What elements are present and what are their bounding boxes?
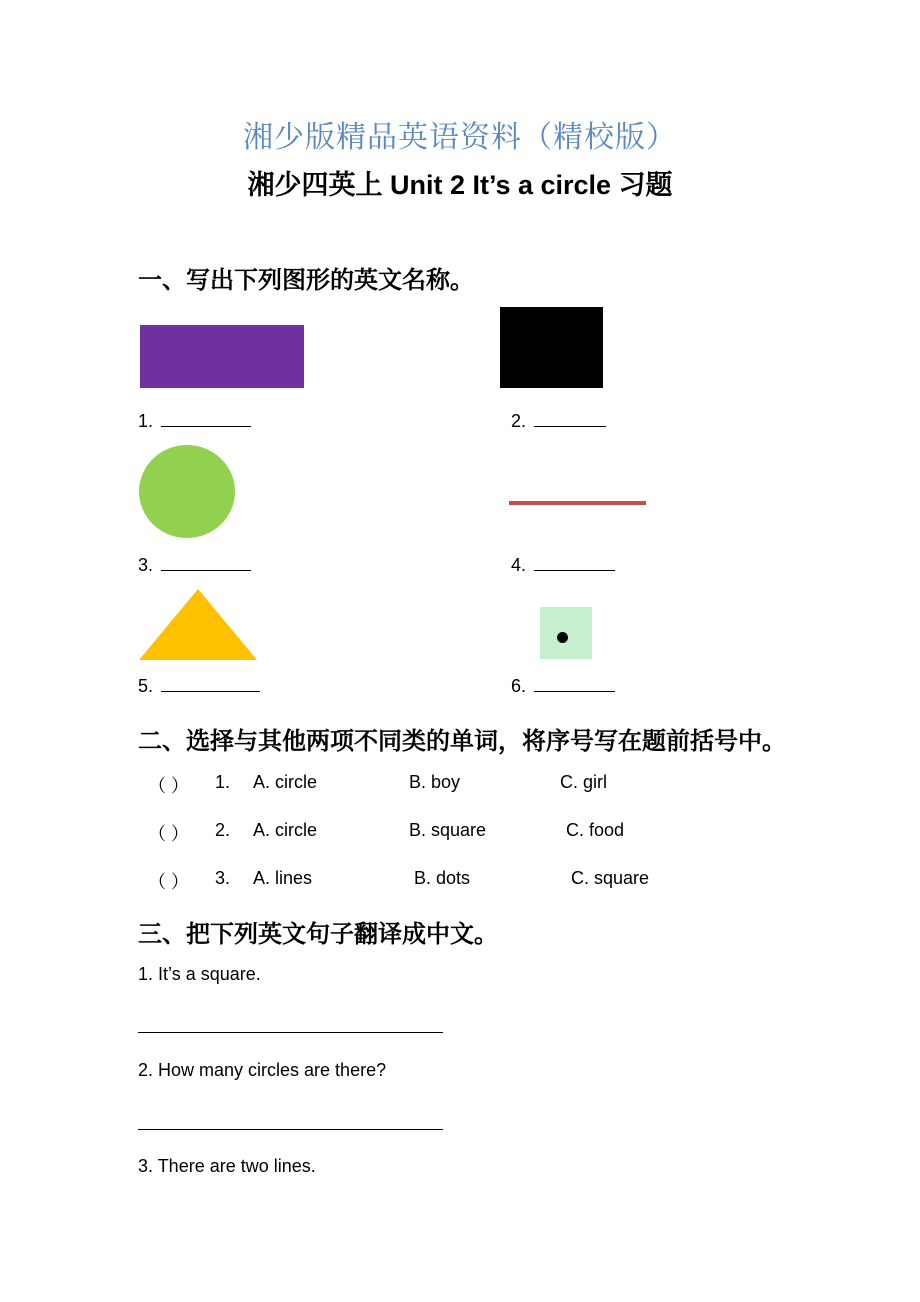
section-1-heading: 一、写出下列图形的英文名称。 — [138, 267, 474, 294]
item-number: 1. — [138, 411, 154, 431]
sentence-3: 3. There are two lines. — [138, 1156, 316, 1176]
item-number: 4. — [511, 555, 527, 575]
option-b: B. boy — [409, 772, 461, 792]
yellow-triangle-shape — [139, 589, 257, 660]
option-c: C. food — [566, 820, 625, 840]
answer-6 — [511, 675, 615, 697]
answer-4 — [511, 554, 615, 576]
answer-2 — [511, 410, 606, 432]
answer-1 — [138, 410, 251, 432]
question-number: 3. — [215, 868, 231, 888]
black-rectangle-shape — [500, 307, 603, 388]
answer-paren[interactable]: （ ） — [148, 776, 190, 796]
option-b: B. dots — [414, 868, 471, 888]
sentence-1: 1. It’s a square. — [138, 964, 261, 984]
red-line-shape — [509, 501, 646, 505]
question-row — [138, 772, 838, 796]
answer-blank[interactable] — [534, 554, 615, 571]
answer-3 — [138, 554, 251, 576]
option-b: B. square — [409, 820, 487, 840]
black-dot — [557, 632, 568, 643]
answer-blank[interactable] — [161, 554, 251, 571]
question-number: 2. — [215, 820, 231, 840]
sentence-2: 2. How many circles are there? — [138, 1060, 387, 1080]
option-a: A. circle — [253, 772, 318, 792]
answer-blank[interactable] — [161, 675, 260, 692]
translation-answer-line[interactable] — [138, 1032, 443, 1033]
question-row — [138, 820, 838, 844]
item-number: 6. — [511, 676, 527, 696]
answer-blank[interactable] — [161, 410, 251, 427]
item-number: 3. — [138, 555, 154, 575]
answer-blank[interactable] — [534, 410, 606, 427]
item-number: 5. — [138, 676, 154, 696]
item-number: 2. — [511, 411, 527, 431]
purple-rectangle-shape — [140, 325, 304, 388]
translation-answer-line[interactable] — [138, 1129, 443, 1130]
green-circle-shape — [139, 445, 235, 538]
dot-shape-box — [540, 607, 592, 659]
option-c: C. square — [571, 868, 650, 888]
question-row — [138, 868, 838, 892]
option-a: A. lines — [253, 868, 313, 888]
question-number: 1. — [215, 772, 231, 792]
section-3-heading: 三、把下列英文句子翻译成中文。 — [138, 921, 498, 948]
section-2-heading: 二、选择与其他两项不同类的单词，将序号写在题前括号中。 — [138, 728, 786, 755]
document-subtitle: 湘少四英上 Unit 2 It’s a circle 习题 — [247, 170, 673, 200]
option-c: C. girl — [560, 772, 608, 792]
answer-paren[interactable]: （ ） — [148, 824, 190, 844]
option-a: A. circle — [253, 820, 318, 840]
document-title: 湘少版精品英语资料（精校版） — [243, 121, 677, 154]
answer-5 — [138, 675, 260, 697]
answer-blank[interactable] — [534, 675, 615, 692]
answer-paren[interactable]: （ ） — [148, 872, 190, 892]
